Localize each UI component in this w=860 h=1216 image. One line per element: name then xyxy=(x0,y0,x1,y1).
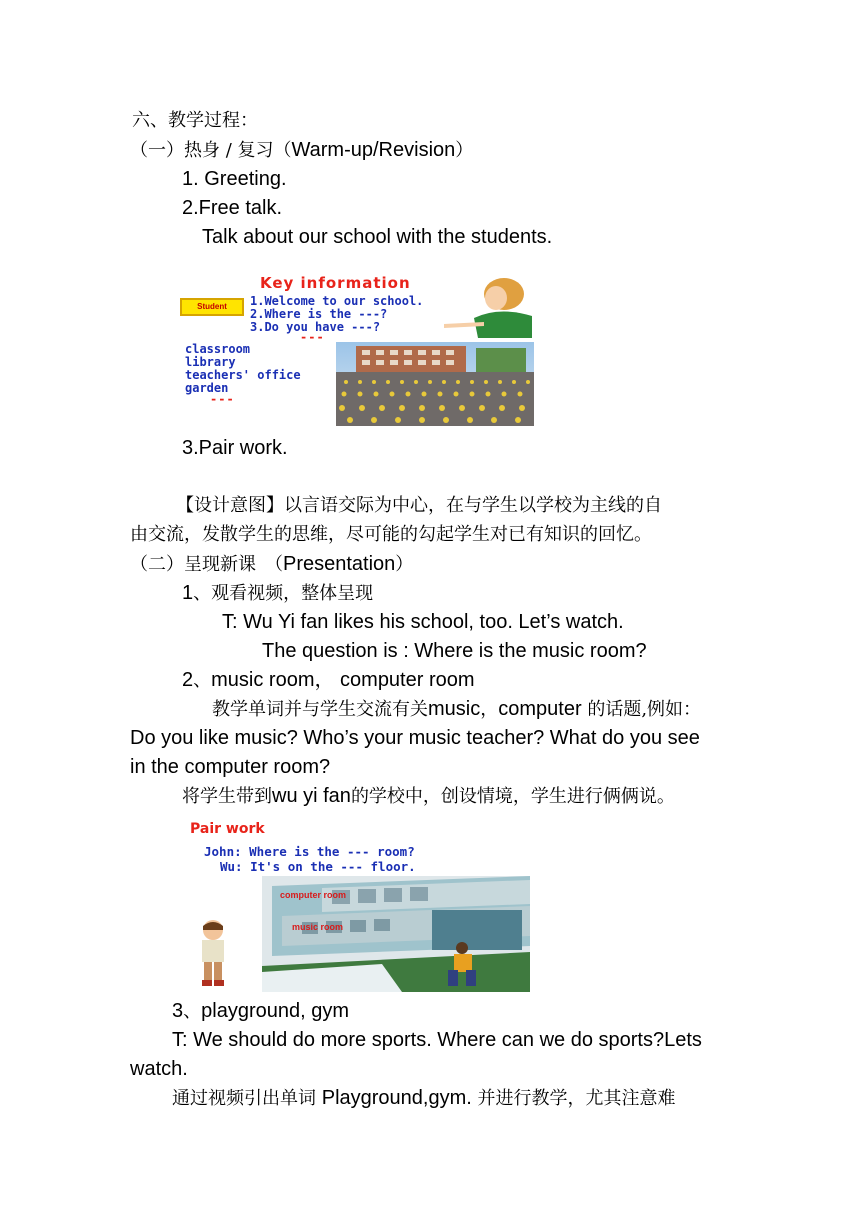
detail-comma: ， xyxy=(480,699,499,720)
questions-line-2: in the computer room? xyxy=(130,756,331,778)
detail-en-2: computer xyxy=(498,698,582,720)
teacher-illustration xyxy=(444,276,536,338)
boy-illustration xyxy=(188,918,238,992)
question-3: 3.Do you have ---? xyxy=(250,320,381,334)
subsection-heading-presentation xyxy=(130,551,413,578)
step-watch-video xyxy=(182,580,373,607)
heading-en: Presentation xyxy=(283,553,396,575)
sports-line-2: watch. xyxy=(130,1058,188,1080)
computer-room-label: computer room xyxy=(280,890,347,900)
word-teachers-office: teachers' office xyxy=(185,368,301,382)
word-classroom: classroom xyxy=(185,342,251,356)
step-number: 2 xyxy=(182,669,194,691)
dash-marker: --- xyxy=(300,330,325,344)
vocab-line xyxy=(172,1085,676,1112)
step-number: 1 xyxy=(182,582,194,604)
slide-title: Key information xyxy=(260,274,411,292)
question-2: 2.Where is the ---? xyxy=(250,307,388,321)
heading-cn: （二）呈现新课 （ xyxy=(130,554,283,575)
pair-work-slide xyxy=(188,818,530,992)
key-information-slide xyxy=(180,270,536,428)
dash-marker-2: --- xyxy=(210,392,235,406)
scenario-cn-1: 将学生带到 xyxy=(182,786,272,807)
detail-en-1: music xyxy=(428,698,481,720)
scenario-cn-2: 的学校中，创设情境，学生进行俩俩说。 xyxy=(350,786,675,807)
word-garden: garden xyxy=(185,381,229,395)
step-playground-gym xyxy=(172,998,349,1025)
music-room-label: music room xyxy=(292,922,344,932)
questions-line-1: Do you like music? Who’s your music teacher? What do you see xyxy=(130,727,700,749)
heading-paren: ） xyxy=(455,140,474,161)
step-free-talk: 2.Free talk. xyxy=(182,197,283,219)
design-intent-line-1: 【设计意图】以言语交际为中心，在与学生以学校为主线的自 xyxy=(176,495,662,516)
detail-cn: 教学单词并与学生交流有关 xyxy=(212,699,428,720)
scenario-line xyxy=(182,783,675,810)
heading-cn: （一）热身 / 复习（ xyxy=(130,140,292,161)
teacher-line-1: T: Wu Yi fan likes his school, too. Let’s watch. xyxy=(222,611,624,633)
step-pair-work: 3.Pair work. xyxy=(182,437,288,459)
heading-paren: ） xyxy=(395,554,414,575)
detail-cn-2: 的话题,例如： xyxy=(581,699,702,720)
step-music-computer xyxy=(182,667,475,694)
john-line: John: Where is the --- room? xyxy=(204,844,415,859)
teacher-line-2: The question is : Where is the music room? xyxy=(262,640,647,662)
heading-en: Warm-up/Revision xyxy=(291,139,456,161)
step-number: 3 xyxy=(172,1000,184,1022)
section-heading: 六、教学过程： xyxy=(132,110,258,131)
student-badge: Student xyxy=(180,298,244,316)
step-greeting: 1. Greeting. xyxy=(182,168,287,190)
step-sep: 、 xyxy=(183,1001,202,1022)
school-photo xyxy=(336,342,534,426)
teaching-detail xyxy=(212,696,701,723)
step-text: 、观看视频，整体呈现 xyxy=(193,583,374,604)
word-library: library xyxy=(185,355,236,369)
free-talk-detail: Talk about our school with the students. xyxy=(202,226,553,248)
subsection-heading-warmup xyxy=(130,137,473,164)
pair-work-title: Pair work xyxy=(190,821,265,837)
vocab-cn-1: 通过视频引出单词 xyxy=(172,1088,322,1109)
wu-line: Wu: It's on the --- floor. xyxy=(220,859,416,874)
step-text: music room， computer room xyxy=(211,669,475,691)
question-1: 1.Welcome to our school. xyxy=(250,294,424,308)
step-sep: 、 xyxy=(193,670,212,691)
step-text: playground, gym xyxy=(201,1000,349,1022)
vocab-en: Playground,gym. xyxy=(321,1087,472,1109)
sports-line-1: T: We should do more sports. Where can we do sports?Lets xyxy=(172,1029,702,1051)
design-intent-line-2: 由交流，发散学生的思维，尽可能的勾起学生对已有知识的回忆。 xyxy=(130,524,652,545)
scenario-en: wu yi fan xyxy=(272,785,351,807)
vocab-cn-2: 并进行教学，尤其注意难 xyxy=(471,1088,676,1109)
